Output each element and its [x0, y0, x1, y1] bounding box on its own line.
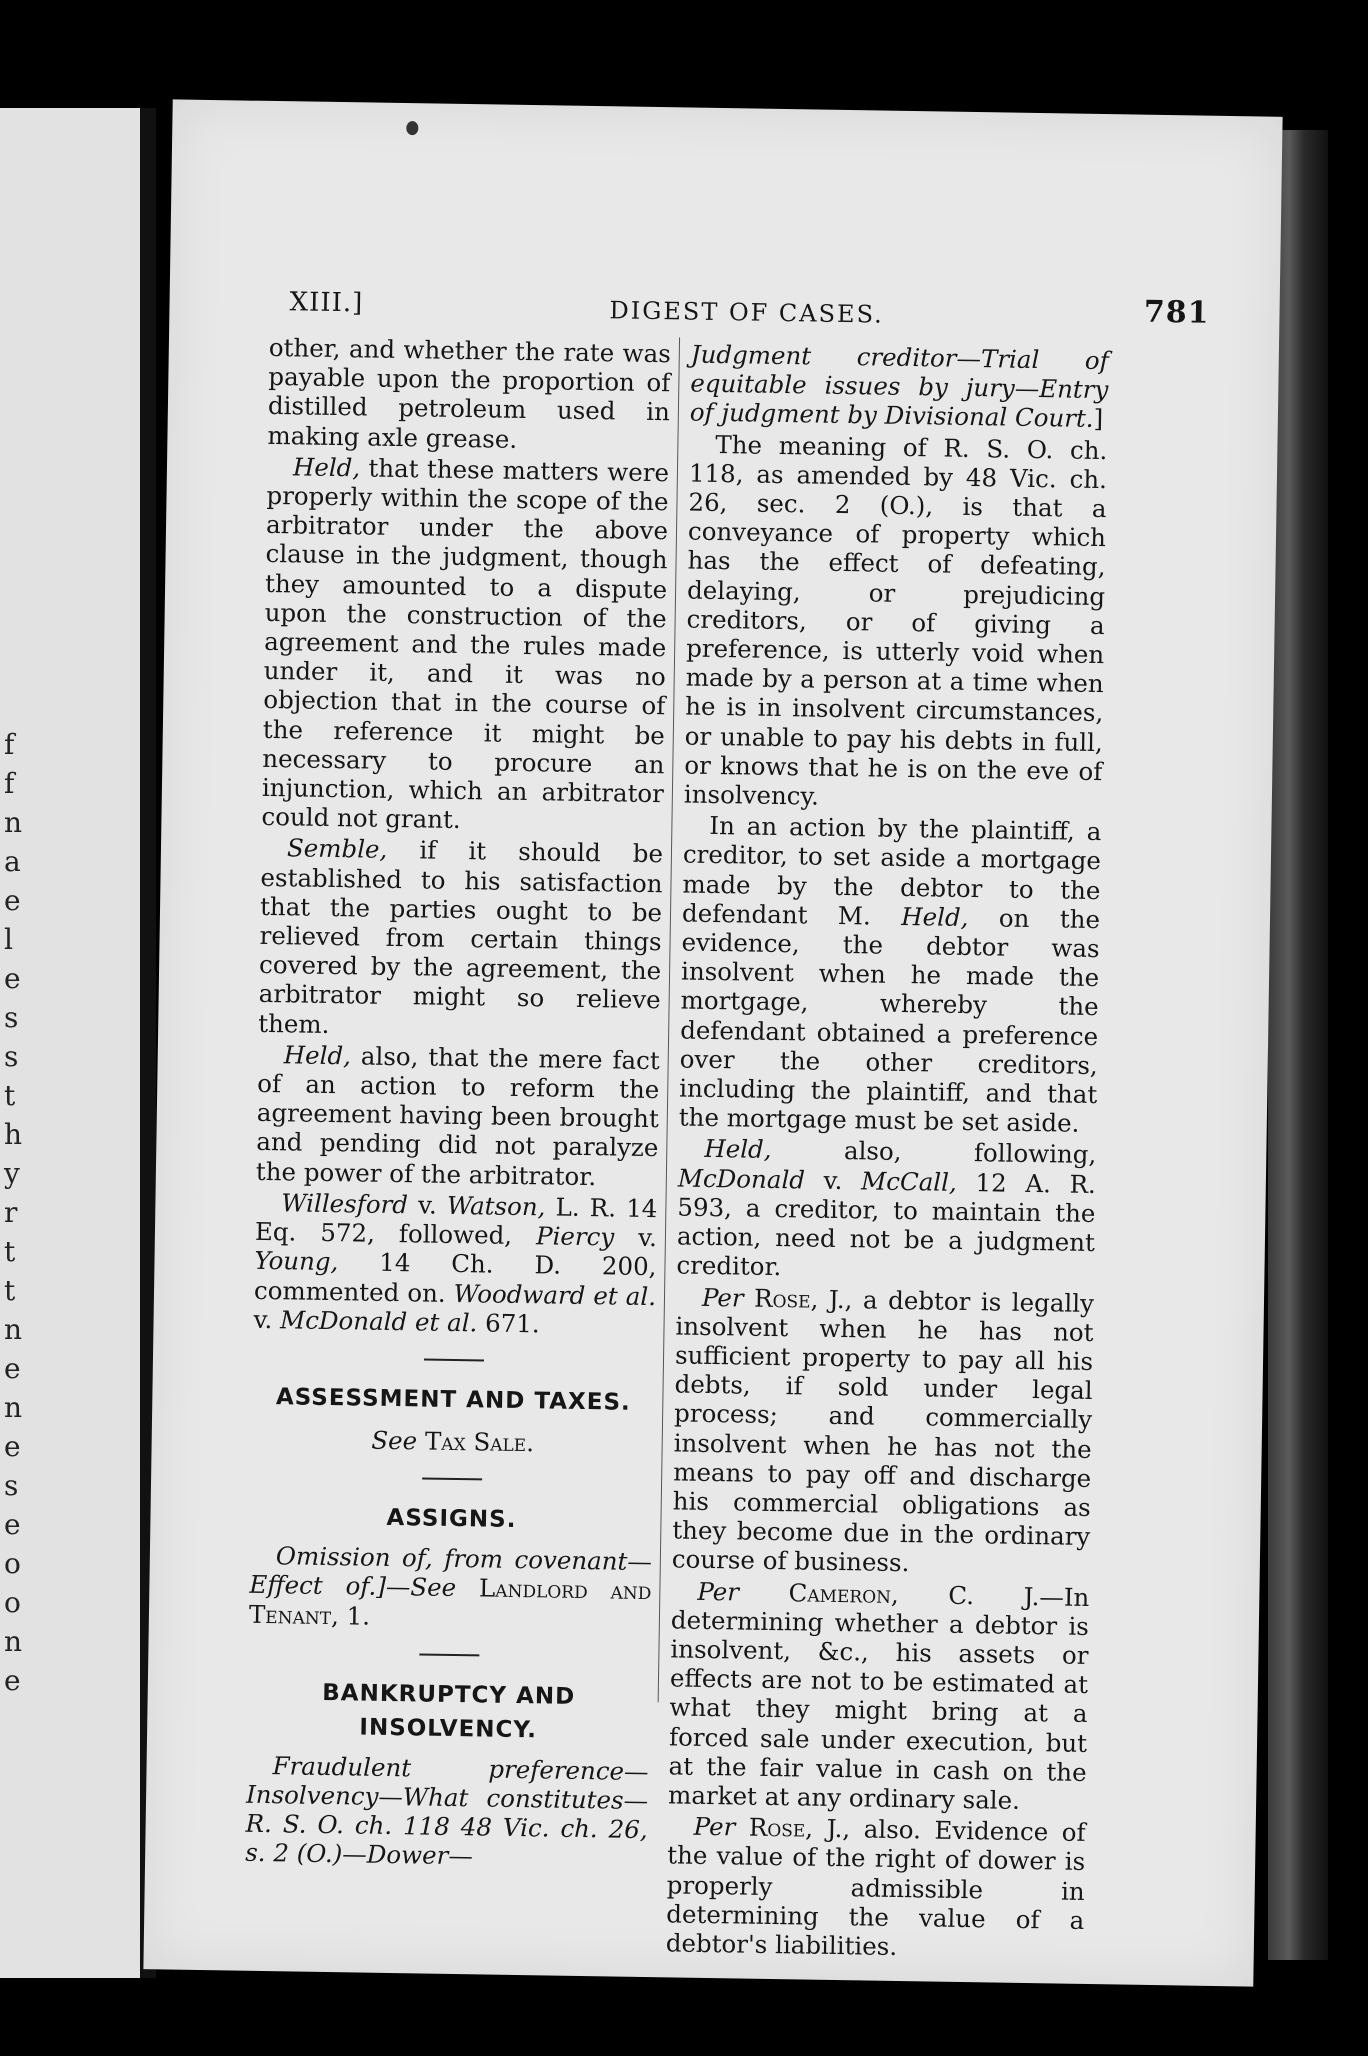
- margin-glyph: e: [4, 1430, 21, 1463]
- heading-bankruptcy: BANKRUPTCY AND INSOLVENCY.: [322, 1679, 576, 1744]
- citation-text: 671.: [477, 1308, 540, 1339]
- paragraph-per-rose: [672, 1282, 1095, 1581]
- section-marker: XIII.]: [289, 287, 364, 319]
- held-also-text: also, that the mere fact of an action to reform the agreement having been brought and pending did not paralyze the power of the arbitrator.: [255, 1041, 660, 1191]
- semble-text: if it should be established to his satisfaction that the parties ought to be relieved from certain things covered by the agreement, the arbitrator might so relieve them.: [258, 835, 664, 1039]
- paragraph-continued: other, and whether the rate was payable upon the proportion of distilled petroleum used in making axle grease.: [267, 332, 672, 454]
- topic-italic: Judgment creditor—Trial of equitable issues by jury—Entry of judgment by Divisional Court.: [689, 339, 1109, 434]
- held-text: that these matters were properly within the scope of the arbitrator under the above clause in the judgment, though they amounted to a dispute upon the construction of the agreement and the rules made under it, and it was no objection that in the course of the reference it might be necessary to procure an injunction, which an arbitrator could not grant.: [261, 453, 670, 835]
- per-label: Per: [697, 1576, 740, 1607]
- margin-glyph: n: [4, 1313, 23, 1346]
- per-text: a debtor is legally insolvent when he has not sufficient property to pay all his debts, if sold under legal process; and commercially insolvent when he has not the means to pay off and discharge his commercial obligations as they become due in the ordinary course of business.: [671, 1284, 1095, 1578]
- margin-glyph: o: [4, 1586, 21, 1619]
- assigns-target: Landlord and Tenant, 1.: [248, 1573, 652, 1631]
- held-also-label: Held,: [283, 1040, 352, 1071]
- judge-name: Cameron, C. J.: [738, 1577, 1040, 1611]
- margin-glyph: e: [4, 1664, 21, 1697]
- running-header: [289, 281, 1210, 335]
- margin-glyph: t: [4, 1079, 16, 1112]
- margin-glyph: s: [4, 1469, 19, 1502]
- bankruptcy-topic-text: Fraudulent preference—Insolvency—What constitutes—R. S. O. ch. 118 48 Vic. ch. 26, s. 2 (O.)—Dower—: [244, 1750, 649, 1871]
- topic-line: [690, 340, 1109, 434]
- paragraph-per-cameron: [668, 1576, 1090, 1816]
- citation-paragraph: [253, 1188, 657, 1340]
- margin-glyph: t: [4, 1274, 16, 1307]
- margin-glyph: e: [4, 884, 21, 917]
- per-text: —In determining whether a debtor is insolvent, &c., his assets or effects are not to be estimated at what they might bring at a forced sale under execution, but at the fair value in cash on the market at any ordinary sale.: [667, 1581, 1090, 1815]
- margin-glyph: e: [4, 962, 21, 995]
- case-name: Woodward et al.: [453, 1278, 657, 1311]
- heading-assessment: ASSESSMENT AND TAXES.: [275, 1384, 631, 1416]
- section-divider: [424, 1358, 484, 1361]
- per-label: Per: [701, 1282, 744, 1313]
- action-text: In an action by the plaintiff, a creditor, to set aside a mortgage made by the debtor to the defendant M.: [681, 811, 1102, 931]
- paragraph-semble: [258, 833, 663, 1044]
- margin-glyph: y: [4, 1157, 20, 1190]
- see-target: Tax Sale.: [416, 1426, 535, 1458]
- per-label: Per: [693, 1811, 736, 1842]
- held-label: Held,: [704, 1134, 772, 1165]
- margin-glyph: n: [4, 1625, 23, 1658]
- paragraph-per-rose-also: [666, 1812, 1086, 1965]
- book-page: [143, 99, 1282, 1986]
- citation-text: 14 Ch. D. 200, commented on.: [253, 1247, 657, 1308]
- versus: v.: [407, 1190, 448, 1220]
- margin-glyph: s: [4, 1040, 19, 1073]
- held-label: Held,: [901, 901, 969, 932]
- facing-page-margin-text: [0, 108, 140, 1978]
- case-name: Willesford: [281, 1188, 409, 1220]
- judge-name: Rose, J.,: [743, 1283, 853, 1314]
- right-column: [666, 340, 1109, 1965]
- section-divider: [422, 1478, 482, 1481]
- bankruptcy-topic: [245, 1750, 649, 1873]
- held-label: Held,: [292, 452, 361, 483]
- topic-bracket: ]: [1093, 404, 1104, 434]
- section-divider: [419, 1653, 479, 1656]
- running-title: DIGEST OF CASES.: [609, 296, 885, 329]
- margin-glyph: a: [4, 845, 21, 878]
- judge-name: Rose, J.,: [735, 1812, 851, 1844]
- margin-glyph: e: [4, 1508, 21, 1541]
- left-column: [245, 333, 671, 1874]
- per-text: also. Evidence of the value of the right of dower is properly admissible in determining the value of a debtor's liabilities.: [665, 1814, 1086, 1961]
- assigns-entry: [249, 1541, 652, 1635]
- margin-glyph: f: [4, 728, 15, 761]
- margin-glyph: h: [4, 1118, 23, 1151]
- case-name: McDonald: [677, 1163, 806, 1195]
- margin-glyph: s: [4, 1001, 19, 1034]
- page-number: 781: [1143, 294, 1210, 331]
- versus: v.: [613, 1222, 658, 1253]
- margin-glyph: n: [4, 806, 23, 839]
- margin-glyph: e: [4, 1352, 21, 1385]
- paragraph-meaning: The meaning of R. S. O. ch. 118, as amended by 48 Vic. ch. 26, sec. 2 (O.), is that a conveyance of property which has the effect of defeating, delaying, or prejudicing creditors, or of giving a preference, is utterly void when made by a person at a time when he is in insolvent circumstances, or unable to pay his debts in full, or knows that he is on the eve of insolvency.: [683, 429, 1108, 811]
- margin-glyph: n: [4, 1391, 23, 1424]
- semble-label: Semble,: [286, 833, 388, 865]
- margin-glyph: t: [4, 1235, 16, 1268]
- versus: v.: [253, 1304, 281, 1334]
- case-name: McDonald et al.: [279, 1304, 478, 1338]
- facing-page-edge: [0, 108, 140, 1978]
- held-text-2: 12 A. R. 593, a creditor, to maintain the action, need not be a judgment creditor.: [676, 1167, 1097, 1282]
- margin-glyph: r: [4, 1196, 18, 1229]
- citation-text: L. R. 14 Eq. 572, followed,: [254, 1192, 658, 1251]
- action-text-2: on the evidence, the debtor was insolvent when he made the mortgage, whereby the defendant obtained a preference over the other creditors, including the plaintiff, and that the mortgage must be set aside.: [678, 902, 1101, 1139]
- paragraph-held-also: [256, 1040, 660, 1192]
- ink-blot: [406, 121, 418, 135]
- paragraph-held: [261, 452, 669, 838]
- see-label: See: [371, 1425, 418, 1456]
- case-name: Young,: [254, 1246, 339, 1277]
- margin-glyph: f: [4, 767, 15, 800]
- assigns-topic: Omission of, from covenant—Effect of.]—See: [249, 1541, 653, 1603]
- paragraph-held-following: [676, 1134, 1096, 1287]
- held-text: also, following,: [771, 1135, 1097, 1170]
- margin-glyph: o: [4, 1547, 21, 1580]
- paragraph-action: [679, 811, 1102, 1139]
- see-reference: [252, 1424, 654, 1460]
- case-name: Piercy: [535, 1221, 615, 1252]
- case-name: Watson,: [446, 1190, 546, 1222]
- heading-assigns: ASSIGNS.: [386, 1505, 517, 1534]
- versus: v.: [804, 1165, 862, 1196]
- margin-glyph: l: [4, 923, 13, 956]
- case-name: McCall,: [860, 1166, 957, 1197]
